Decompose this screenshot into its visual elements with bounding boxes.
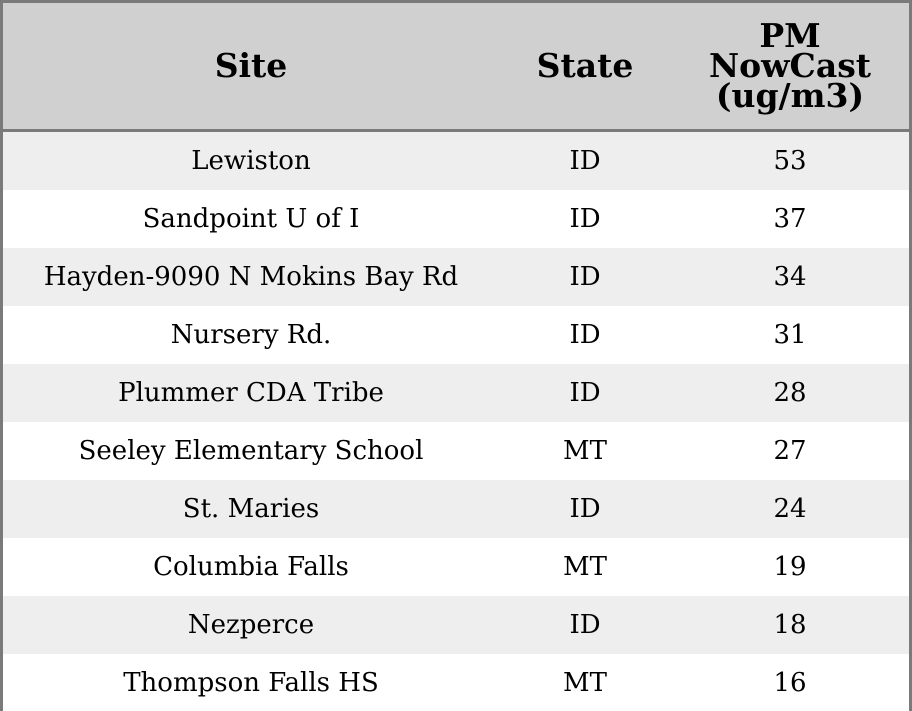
site-cell: Thompson Falls HS bbox=[123, 667, 379, 698]
state-cell: ID bbox=[569, 146, 601, 176]
table-row bbox=[3, 596, 909, 654]
table-row bbox=[3, 132, 909, 190]
table-row bbox=[3, 480, 909, 538]
site-cell: Seeley Elementary School bbox=[78, 436, 424, 466]
table-body bbox=[3, 132, 909, 711]
state-cell: MT bbox=[563, 667, 607, 698]
header-site: Site bbox=[214, 46, 288, 85]
pm-value-cell: 31 bbox=[773, 320, 807, 350]
state-cell: ID bbox=[569, 610, 601, 640]
pm-value-cell: 37 bbox=[773, 204, 807, 234]
pm-value-cell: 18 bbox=[773, 610, 807, 640]
table-row bbox=[3, 306, 909, 364]
state-cell: ID bbox=[569, 262, 601, 292]
site-cell: Hayden-9090 N Mokins Bay Rd bbox=[43, 262, 459, 292]
header-state: State bbox=[536, 46, 634, 85]
site-cell: Nursery Rd. bbox=[170, 320, 332, 350]
site-cell: Plummer CDA Tribe bbox=[118, 378, 384, 408]
pm-value-cell: 24 bbox=[773, 494, 807, 524]
pm-value-cell: 27 bbox=[773, 436, 807, 466]
state-cell: ID bbox=[569, 204, 601, 234]
pm-value-cell: 28 bbox=[773, 378, 807, 408]
state-cell: MT bbox=[563, 552, 607, 582]
table-row bbox=[3, 248, 909, 306]
table-row bbox=[3, 190, 909, 248]
state-cell: ID bbox=[569, 320, 601, 350]
site-cell: Lewiston bbox=[191, 146, 311, 176]
table-row bbox=[3, 364, 909, 422]
site-cell: Columbia Falls bbox=[153, 552, 349, 582]
table-row bbox=[3, 654, 909, 711]
pm-value-cell: 53 bbox=[773, 146, 807, 176]
pm-value-cell: 16 bbox=[773, 667, 807, 698]
pm-value-cell: 19 bbox=[773, 552, 807, 582]
state-cell: ID bbox=[569, 378, 601, 408]
site-cell: Nezperce bbox=[187, 610, 315, 640]
table-row bbox=[3, 538, 909, 596]
state-cell: ID bbox=[569, 494, 601, 524]
site-cell: Sandpoint U of I bbox=[142, 204, 360, 234]
table-header-row bbox=[3, 3, 909, 132]
state-cell: MT bbox=[563, 436, 607, 466]
site-cell: St. Maries bbox=[182, 494, 320, 524]
table-row bbox=[3, 422, 909, 480]
header-pm-nowcast: PM NowCast (ug/m3) bbox=[708, 16, 872, 115]
pm-value-cell: 34 bbox=[773, 262, 807, 292]
